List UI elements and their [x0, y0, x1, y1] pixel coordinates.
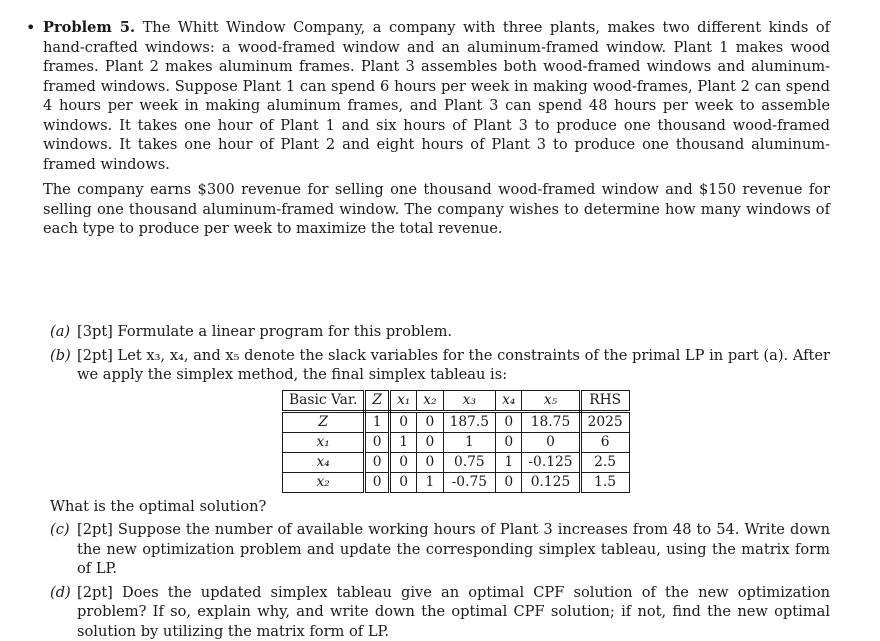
tableau-header-cell: x₄ — [496, 390, 522, 411]
tableau-header-cell: RHS — [580, 390, 629, 411]
part-b-tag: (b) — [50, 346, 71, 366]
tableau-cell: 2.5 — [580, 452, 629, 472]
tableau-cell: 0.75 — [443, 452, 496, 472]
tableau-cell: 1 — [417, 472, 443, 492]
tableau-cell: 0 — [365, 432, 390, 452]
tableau-row — [283, 452, 630, 472]
part-b — [50, 346, 830, 493]
tableau-cell: x₄ — [283, 452, 365, 472]
tableau-cell: Z — [283, 411, 365, 432]
tableau-wrapper — [77, 390, 830, 493]
tableau-cell: 6 — [580, 432, 629, 452]
problem-text-1: The Whitt Window Company, a company with three plants, makes two different kinds of hand-crafted windows: a wood-framed window and an aluminum-framed window. Plant 1 makes wood frames. Plant 2 makes aluminum frames. Plant 3 assembles both wood-framed windows and aluminum-framed windows. Suppose Plant 1 can spend 6 hours per week in making wood-frames, Plant 2 can spend 4 hours per week in making aluminum frames, and Plant 3 can spend 48 hours per week to assemble windows. It takes one hour of Plant 1 and six hours of Plant 3 to produce one thousand wood-framed windows. It takes one hour of Plant 2 and eight hours of Plant 3 to produce one thousand aluminum-framed windows. — [43, 19, 830, 173]
tableau-cell: 0 — [417, 411, 443, 432]
problem-title: Problem 5. — [43, 19, 135, 36]
tableau-cell: 0 — [522, 432, 580, 452]
tableau-cell: 0 — [417, 432, 443, 452]
problem-paragraph-2: The company earns $300 revenue for selling one thousand wood-framed window and $150 revenue for selling one thousand aluminum-framed window. The company wishes to determine how many windows of each type to produce per week to maximize the total revenue. — [43, 180, 830, 239]
tableau-cell: 1 — [389, 432, 416, 452]
part-d-text: [2pt] Does the updated simplex tableau give an optimal CPF solution of the new optimization problem? If so, explain why, and write down the optimal CPF solution; if not, find the new optimal solution by utilizing the matrix form of LP. — [77, 584, 830, 640]
tableau-header-cell: x₂ — [417, 390, 443, 411]
tableau-cell: 0 — [389, 452, 416, 472]
tableau-cell: 0 — [365, 472, 390, 492]
part-b-text: [2pt] Let x₃, x₄, and x₅ denote the slack variables for the constraints of the primal LP in part (a). After we apply the simplex method, the final simplex tableau is: — [77, 347, 830, 384]
tableau-cell: x₂ — [283, 472, 365, 492]
part-d-tag: (d) — [50, 583, 71, 603]
problem-parts — [50, 322, 830, 641]
tableau-header-cell: Z — [365, 390, 390, 411]
tableau-cell: 1 — [443, 432, 496, 452]
part-c-text: [2pt] Suppose the number of available working hours of Plant 3 increases from 48 to 54. Write down the new optimization problem and update the corresponding simplex tableau, using the matrix form of LP. — [77, 521, 830, 577]
problem-paragraph-1 — [43, 18, 830, 174]
tableau-header-cell: x₃ — [443, 390, 496, 411]
tableau-row — [283, 432, 630, 452]
part-a-text: [3pt] Formulate a linear program for this problem. — [77, 323, 452, 340]
part-d — [50, 583, 830, 641]
tableau-cell: 0 — [496, 432, 522, 452]
tableau-cell: -0.125 — [522, 452, 580, 472]
tableau-header-cell: Basic Var. — [283, 390, 365, 411]
simplex-tableau — [282, 390, 630, 493]
tableau-header-cell: x₁ — [389, 390, 416, 411]
problem-statement — [24, 18, 830, 239]
tableau-cell: 1 — [496, 452, 522, 472]
tableau-cell: 18.75 — [522, 411, 580, 432]
tableau-cell: 1.5 — [580, 472, 629, 492]
tableau-cell: 0 — [417, 452, 443, 472]
tableau-cell: 0 — [365, 452, 390, 472]
part-a-tag: (a) — [50, 322, 70, 342]
tableau-cell: 2025 — [580, 411, 629, 432]
tableau-cell: x₁ — [283, 432, 365, 452]
part-b-question: What is the optimal solution? — [50, 497, 830, 517]
tableau-body — [283, 390, 630, 492]
tableau-row — [283, 472, 630, 492]
tableau-cell: 0 — [496, 472, 522, 492]
tableau-cell: 0 — [496, 411, 522, 432]
tableau-header-row — [283, 390, 630, 411]
tableau-row — [283, 411, 630, 432]
tableau-cell: 0 — [389, 472, 416, 492]
part-a — [50, 322, 830, 342]
tableau-cell: -0.75 — [443, 472, 496, 492]
part-c-tag: (c) — [50, 520, 70, 540]
bullet-icon: • — [26, 18, 35, 38]
tableau-cell: 187.5 — [443, 411, 496, 432]
tableau-header-cell: x₅ — [522, 390, 580, 411]
tableau-cell: 1 — [365, 411, 390, 432]
tableau-cell: 0 — [389, 411, 416, 432]
tableau-cell: 0.125 — [522, 472, 580, 492]
part-c — [50, 520, 830, 579]
